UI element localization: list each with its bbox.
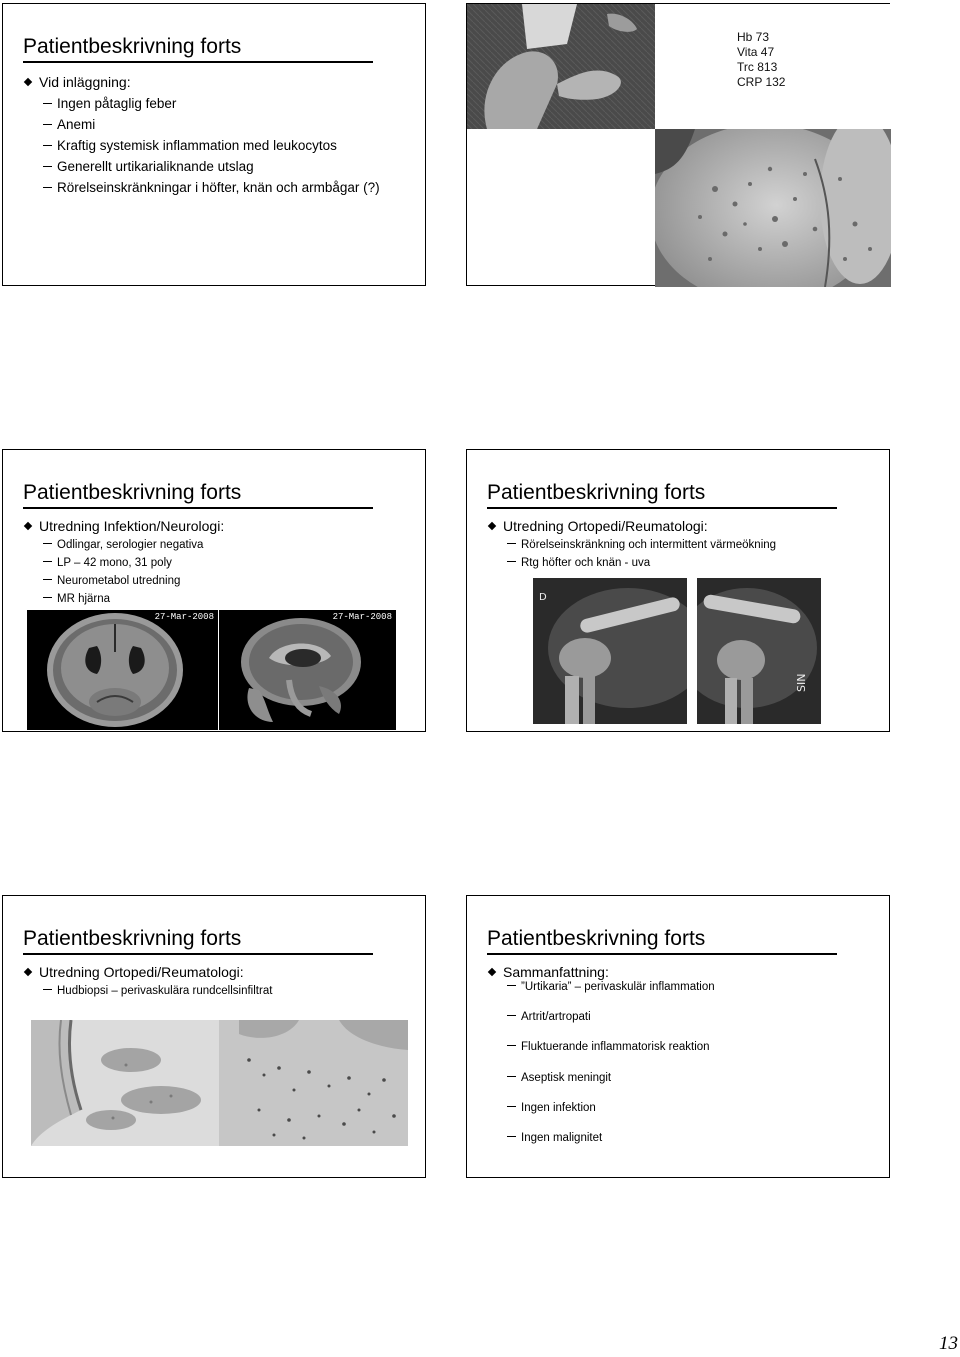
list-item: Ingen påtaglig feber	[43, 96, 176, 111]
list-item: Ingen malignitet	[507, 1132, 602, 1144]
dash-icon	[507, 1106, 516, 1107]
dash-icon	[507, 1136, 516, 1137]
svg-text:D: D	[539, 592, 547, 603]
list-item: Generellt urtikarialiknande utslag	[43, 159, 254, 174]
slide-title: Patientbeskrivning forts	[23, 35, 242, 58]
lab-value: CRP 132	[737, 75, 786, 89]
dash-icon	[507, 543, 516, 544]
slide-title: Patientbeskrivning forts	[23, 481, 242, 504]
lab-value: Trc 813	[737, 60, 778, 74]
diamond-bullet-icon	[488, 968, 496, 976]
slide-admission	[2, 3, 426, 286]
list-item: Rörelseinskränkningar i höfter, knän och armbågar (?)	[43, 180, 380, 195]
title-rule	[487, 953, 837, 955]
dash-icon	[43, 561, 52, 562]
diamond-bullet-icon	[24, 78, 32, 86]
lab-value: Vita 47	[737, 45, 775, 59]
page-number: 13	[939, 1333, 958, 1354]
rash-photo	[655, 129, 891, 287]
list-item: Rtg höfter och knän - uva	[507, 557, 650, 569]
dash-icon	[507, 1076, 516, 1077]
list-item: MR hjärna	[43, 593, 110, 605]
lab-value: Hb 73	[737, 30, 770, 44]
dash-icon	[43, 187, 52, 188]
bullet-item: Utredning Infektion/Neurologi:	[25, 518, 224, 534]
dash-icon	[43, 145, 52, 146]
list-item: Anemi	[43, 117, 95, 132]
svg-text:SIN: SIN	[795, 673, 808, 692]
slide-infection-neurology	[2, 449, 426, 732]
list-item: Odlingar, serologier negativa	[43, 539, 203, 551]
slide-orthopedics-xray	[466, 449, 890, 732]
title-rule	[23, 507, 373, 509]
list-item: Artrit/artropati	[507, 1011, 591, 1023]
slide-clinical-photos	[466, 3, 890, 286]
mri-axial-image	[27, 610, 218, 730]
list-item: Hudbiopsi – perivaskulära rundcellsinfiltrat	[43, 985, 272, 997]
xray-knee-right	[697, 578, 821, 724]
image-date: 27-Mar-2008	[332, 612, 392, 622]
title-rule	[23, 61, 373, 63]
dash-icon	[43, 103, 52, 104]
slide-skin-biopsy	[2, 895, 426, 1178]
histology-low-power	[31, 1020, 219, 1146]
dash-icon	[507, 985, 516, 986]
slide-summary	[466, 895, 890, 1178]
list-item: Neurometabol utredning	[43, 575, 180, 587]
list-item: ”Urtikaria” – perivaskulär inflammation	[507, 981, 715, 993]
list-item: Rörelseinskränkning och intermittent värmeökning	[507, 539, 776, 551]
title-rule	[487, 507, 837, 509]
histology-high-power	[219, 1020, 408, 1146]
dash-icon	[43, 989, 52, 990]
list-item: Aseptisk meningit	[507, 1072, 611, 1084]
dash-icon	[507, 561, 516, 562]
dash-icon	[507, 1015, 516, 1016]
list-item: Fluktuerande inflammatorisk reaktion	[507, 1041, 710, 1053]
diamond-bullet-icon	[24, 968, 32, 976]
bullet-item: Sammanfattning:	[489, 964, 609, 980]
mri-sagittal-image	[219, 610, 396, 730]
dash-icon	[43, 124, 52, 125]
xray-knee-left	[533, 578, 687, 724]
dash-icon	[507, 1045, 516, 1046]
slide-title: Patientbeskrivning forts	[487, 927, 706, 950]
bullet-item: Utredning Ortopedi/Reumatologi:	[25, 964, 244, 980]
list-item: Ingen infektion	[507, 1102, 596, 1114]
bullet-item: Utredning Ortopedi/Reumatologi:	[489, 518, 708, 534]
dash-icon	[43, 597, 52, 598]
slide-title: Patientbeskrivning forts	[23, 927, 242, 950]
diamond-bullet-icon	[24, 522, 32, 530]
slide-title: Patientbeskrivning forts	[487, 481, 706, 504]
title-rule	[23, 953, 373, 955]
leg-photo	[467, 4, 655, 129]
dash-icon	[43, 166, 52, 167]
dash-icon	[43, 543, 52, 544]
list-item: LP – 42 mono, 31 poly	[43, 557, 172, 569]
bullet-item: Vid inläggning:	[25, 74, 131, 90]
image-date: 27-Mar-2008	[154, 612, 214, 622]
diamond-bullet-icon	[488, 522, 496, 530]
list-item: Kraftig systemisk inflammation med leukocytos	[43, 138, 337, 153]
dash-icon	[43, 579, 52, 580]
